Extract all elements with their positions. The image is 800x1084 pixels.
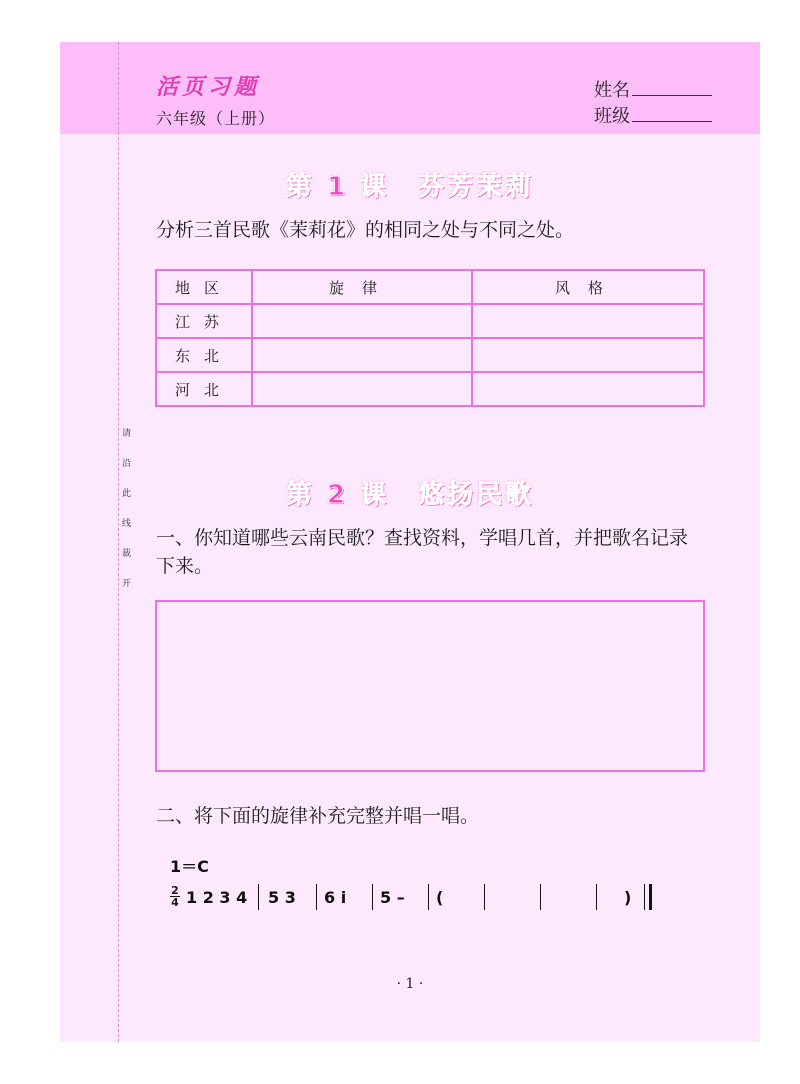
row-region: 江苏 bbox=[156, 304, 252, 338]
brand-title: 活页习题 bbox=[156, 75, 261, 100]
time-bottom: 4 bbox=[171, 896, 179, 909]
final-barline-thick bbox=[649, 884, 652, 910]
lesson2-title: 第 2 课 悠扬民歌 bbox=[285, 480, 535, 510]
class-field[interactable] bbox=[594, 102, 712, 128]
melody-cell[interactable] bbox=[252, 338, 472, 372]
lesson1-question: 分析三首民歌《茉莉花》的相同之处与不同之处。 bbox=[156, 219, 575, 241]
barline bbox=[258, 884, 259, 910]
class-blank[interactable] bbox=[632, 107, 712, 122]
page-header bbox=[60, 42, 760, 134]
barline bbox=[596, 884, 597, 910]
table-row bbox=[156, 338, 704, 372]
grade-label: 六年级（上册） bbox=[156, 109, 276, 128]
cut-char: 裁 bbox=[122, 549, 132, 559]
barline bbox=[428, 884, 429, 910]
jasmine-comparison-table bbox=[155, 269, 705, 407]
measure-2: 5 3 bbox=[268, 888, 296, 907]
cut-char: 线 bbox=[122, 519, 132, 529]
barline bbox=[540, 884, 541, 910]
name-field[interactable] bbox=[594, 76, 712, 102]
cut-char: 开 bbox=[122, 579, 132, 589]
cut-char: 此 bbox=[122, 489, 132, 499]
question1-line2: 下来。 bbox=[156, 555, 214, 577]
row-region: 河北 bbox=[156, 372, 252, 406]
time-signature bbox=[170, 885, 180, 908]
melody-cell[interactable] bbox=[252, 372, 472, 406]
question1-line1: 一、你知道哪些云南民歌？查找资料，学唱几首，并把歌名记录 bbox=[156, 527, 689, 549]
style-cell[interactable] bbox=[472, 338, 704, 372]
time-top: 2 bbox=[171, 884, 179, 897]
table-row bbox=[156, 372, 704, 406]
name-blank[interactable] bbox=[632, 81, 712, 96]
header-region: 地区 bbox=[156, 270, 252, 304]
header-style: 风格 bbox=[472, 270, 704, 304]
key-signature: 1＝C bbox=[170, 857, 209, 876]
table-row bbox=[156, 304, 704, 338]
barline bbox=[372, 884, 373, 910]
blank-close-paren: ) bbox=[624, 888, 632, 907]
cut-char: 沿 bbox=[122, 459, 132, 469]
table-header-row bbox=[156, 270, 704, 304]
melody-cell[interactable] bbox=[252, 304, 472, 338]
style-cell[interactable] bbox=[472, 304, 704, 338]
final-barline bbox=[644, 884, 645, 910]
barline bbox=[484, 884, 485, 910]
blank-open-paren: ( bbox=[436, 888, 444, 907]
measure-1: 1 2 3 4 bbox=[186, 888, 248, 907]
page-number: · 1 · bbox=[396, 976, 424, 992]
cut-char: 请 bbox=[122, 429, 132, 439]
style-cell[interactable] bbox=[472, 372, 704, 406]
lesson2-question1 bbox=[156, 524, 688, 580]
class-label: 班级 bbox=[594, 106, 630, 127]
worksheet-page bbox=[60, 42, 760, 1042]
barline bbox=[316, 884, 317, 910]
name-label: 姓名 bbox=[594, 80, 630, 101]
measure-3: 6 i bbox=[324, 888, 347, 907]
header-melody: 旋律 bbox=[252, 270, 472, 304]
row-region: 东北 bbox=[156, 338, 252, 372]
lesson2-question2: 二、将下面的旋律补充完整并唱一唱。 bbox=[156, 805, 480, 827]
measure-4: 5 – bbox=[380, 888, 405, 907]
lesson1-title: 第 1 课 芬芳茉莉 bbox=[285, 172, 535, 202]
cut-line-text bbox=[122, 428, 134, 608]
answer-box[interactable] bbox=[155, 600, 705, 772]
